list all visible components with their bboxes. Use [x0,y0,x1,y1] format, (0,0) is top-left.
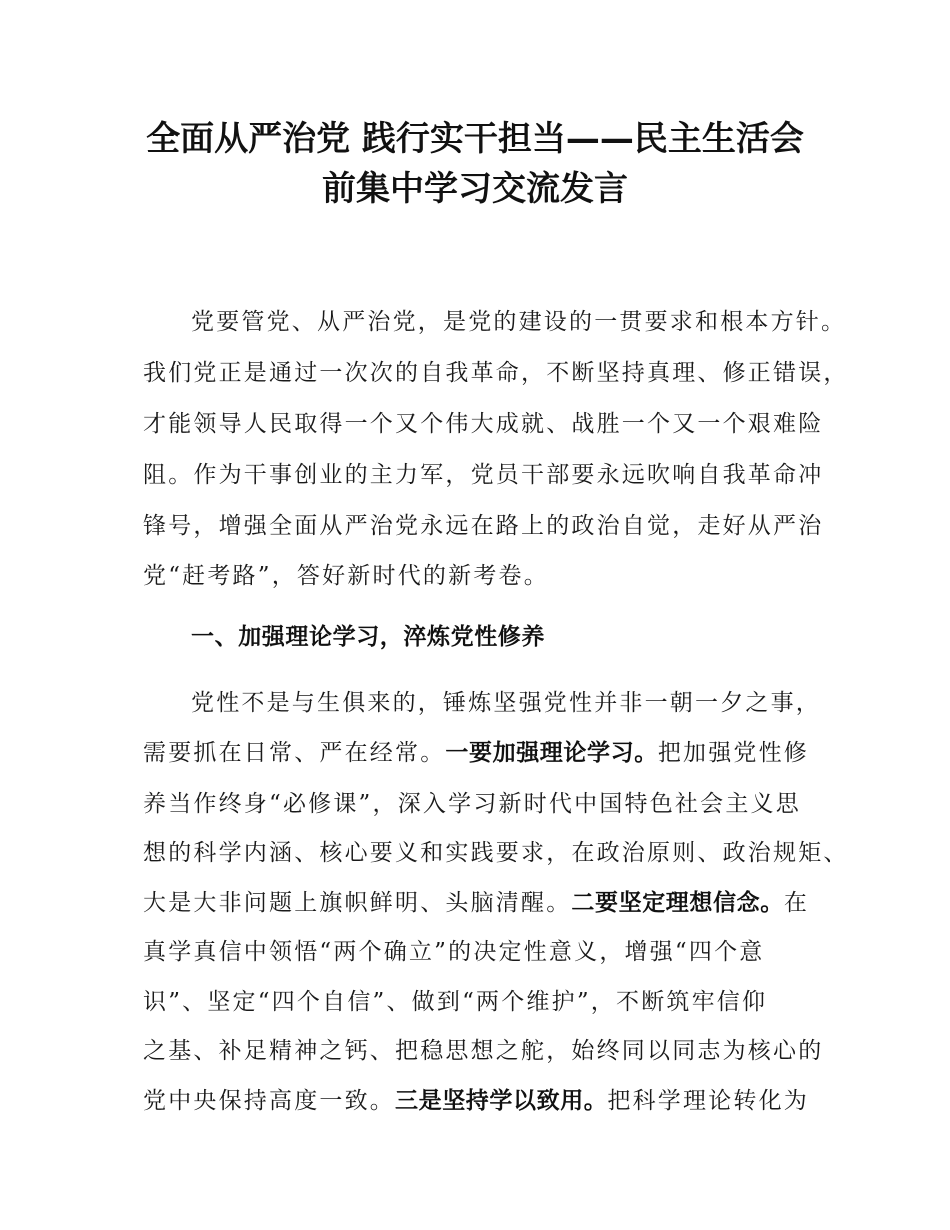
document-title-line-1: 全面从严治党 践行实干担当——民主生活会 [146,119,804,159]
section-1-line-5-text-c: 在 [783,890,810,916]
section-1-line-2-text-a: 需要抓在日常、严在经常。 [143,740,446,766]
intro-line-4: 阻。作为干事创业的主力军，党员干部要永远吹响自我革命冲 [143,462,824,488]
section-1-line-5-text-a: 大是大非问题上旗帜鲜明、头脑清醒。 [143,890,572,916]
intro-line-3: 才能领导人民取得一个又个伟大成就、战胜一个又一个艰难险 [143,411,824,437]
intro-line-6: 党“赶考路”，答好新时代的新考卷。 [143,563,549,589]
section-1-line-9-text-a: 党中央保持高度一致。 [143,1088,395,1114]
bold-point-3: 三是坚持学以致用。 [395,1088,608,1114]
section-1-line-3: 养当作终身“必修课”，深入学习新时代中国特色社会主义思 [143,791,801,817]
section-1-line-9-text-c: 把科学理论转化为 [607,1088,810,1114]
intro-line-5: 锋号，增强全面从严治党永远在路上的政治自觉，走好从严治 [143,513,824,539]
section-1-line-5 [143,888,809,918]
section-1-line-7: 识”、坚定“四个自信”、做到“两个维护”，不断筑牢信仰 [143,989,768,1015]
section-1-line-6: 真学真信中领悟“两个确立”的决定性意义，增强“四个意 [143,939,765,965]
section-1-line-2 [143,738,809,768]
document-title-line-2: 前集中学习交流发言 [322,169,628,209]
section-1-line-4: 想的科学内涵、核心要义和实践要求，在政治原则、政治规矩、 [143,840,849,866]
intro-line-1: 党要管党、从严治党，是党的建设的一贯要求和根本方针。 [191,309,847,335]
intro-line-2: 我们党正是通过一次次的自我革命，不断坚持真理、修正错误， [143,360,849,386]
section-1-line-9 [143,1086,809,1116]
bold-point-2: 二要坚定理想信念。 [571,890,784,916]
bold-point-1: 一要加强理论学习。 [445,740,658,766]
section-1-heading: 一、加强理论学习，淬炼党性修养 [191,624,545,650]
section-1-line-2-text-c: 把加强党性修 [657,740,810,766]
section-1-line-8: 之基、补足精神之钙、把稳思想之舵，始终同以同志为核心的 [143,1038,824,1064]
section-1-line-1: 党性不是与生俱来的，锤炼坚强党性并非一朝一夕之事， [191,690,821,716]
